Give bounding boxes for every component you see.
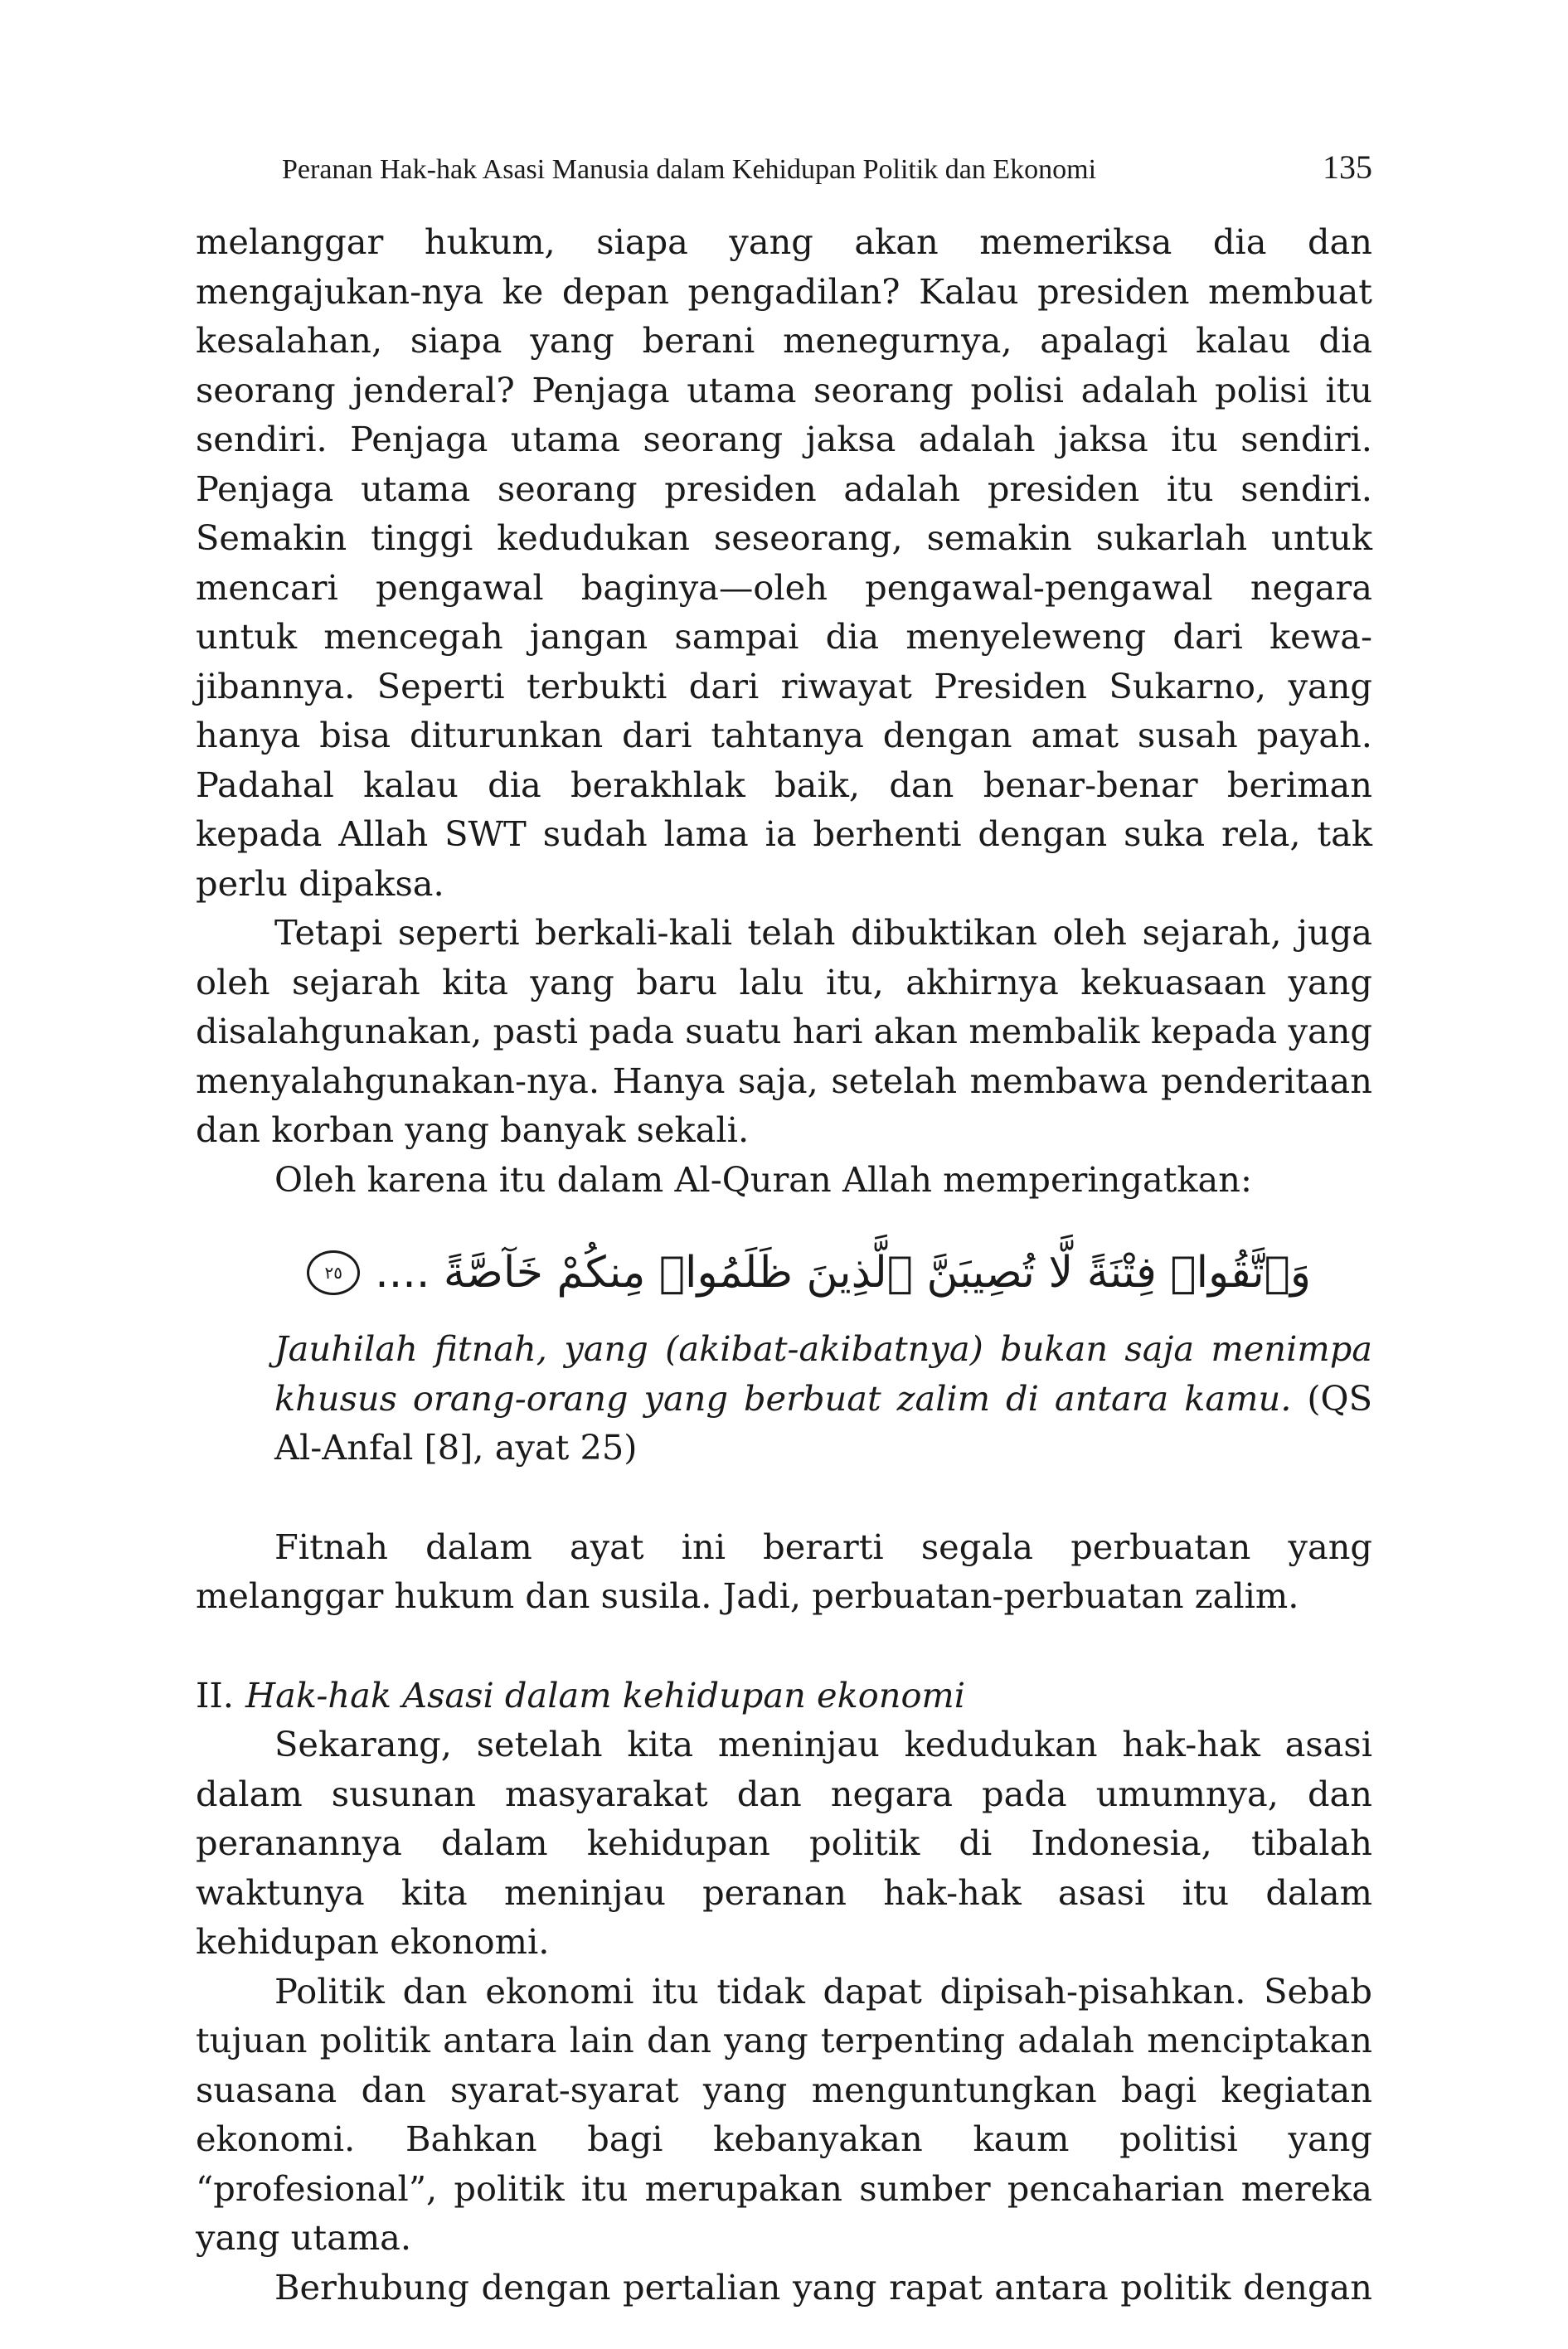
page-header [282,148,1372,197]
section-heading [196,1671,1372,1720]
paragraph-4: Fitnah dalam ayat ini berarti segala perbuatan yang melanggar hukum dan susila. Jadi, perbuatan-perbuatan zalim. [196,1526,1372,1616]
page-number: 135 [1323,148,1372,186]
paragraph-3: Oleh karena itu dalam Al-Quran Allah memperingatkan: [274,1158,1252,1200]
paragraph-6: Politik dan ekonomi itu tidak dapat dipisah-pisahkan. Sebab tujuan politik antara lain dan yang terpenting adalah menciptakan suasana dan syarat-syarat yang menguntungkan bagi kegiatan ekonomi. Bahkan bagi kebanyakan kaum politisi yang “profesional”, politik itu merupakan sumber pencaharian mereka yang utama. [196,1970,1372,2258]
paragraph-1: melanggar hukum, siapa yang akan memeriksa dia dan mengajukan-nya ke depan pengadilan? Kalau presiden membuat kesalahan, siapa yang berani menegurnya, apalagi kalau dia seorang jenderal? Penjaga utama seorang polisi adalah polisi itu sendiri. Penjaga utama seorang jaksa adalah jaksa itu sendiri. Penjaga utama seorang presiden adalah presiden itu sendiri. Semakin tinggi kedudukan seseorang, semakin sukarlah untuk mencari pengawal baginya—oleh pengawal-pengawal negara untuk mencegah jangan sampai dia menyeleweng dari kewa-jibannya. Seperti terbukti dari riwayat Presiden Sukarno, yang hanya bisa diturunkan dari tahtanya dengan amat susah payah. Padahal kalau dia berakhlak baik, dan benar-benar beriman kepada Allah SWT sudah lama ia berhenti dengan suka rela, tak perlu dipaksa. [196,221,1372,904]
paragraph-2: Tetapi seperti berkali-kali telah dibuktikan oleh sejarah, juga oleh sejarah kita yang baru lalu itu, akhirnya kekuasaan yang disalahgunakan, pasti pada suatu hari akan membalik kepada yang menyalahgunakan-nya. Hanya saja, setelah membawa penderitaan dan korban yang banyak sekali. [196,912,1372,1150]
ayah-number-marker: ٢٥ [307,1250,360,1295]
paragraph-5: Sekarang, setelah kita meninjau kedudukan hak-hak asasi dalam susunan masyarakat dan negara pada umumnya, dan peranannya dalam kehidupan politik di Indonesia, tibalah waktunya kita meninjau peranan hak-hak asasi itu dalam kehidupan ekonomi. [196,1724,1372,1962]
translation-text: Jauhilah fitnah, yang (akibat-akibatnya) bukan saja menimpa khusus orang-orang yang berbuat zalim di antara kamu. [274,1328,1372,1419]
body-text [196,217,1372,2312]
verse-reference: (QS Al-Anfal [8], ayat 25) [274,1377,1372,1468]
quran-verse [196,1240,1311,1306]
verse-translation [274,1324,1372,1473]
paragraph-7: Berhubung dengan pertalian yang rapat antara politik dengan [274,2266,1372,2308]
section-number: II. [196,1674,234,1716]
running-title: Peranan Hak-hak Asasi Manusia dalam Kehidupan Politik dan Ekonomi [282,154,1097,185]
verse-arabic-text: وَٱتَّقُوا۟ فِتْنَةً لَّا تُصِيبَنَّ ٱلَّذِينَ ظَلَمُوا۟ مِنكُمْ خَآصَّةً .... [375,1248,1311,1298]
section-title: Hak-hak Asasi dalam kehidupan ekonomi [245,1674,966,1716]
